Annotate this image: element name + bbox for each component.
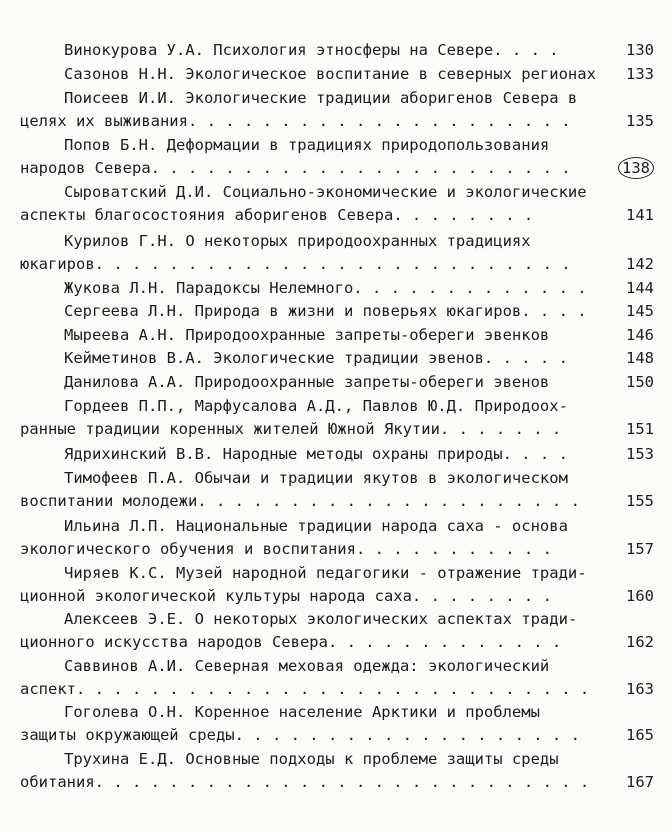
toc-page-number — [598, 346, 654, 370]
toc-entry-line: Тимофеев П.А. Обычаи и традиции якутов в экологическом — [64, 469, 568, 487]
toc-entry-line: Сергеева Л.Н. Природа в жизни и поверьях юкагиров. . . . — [64, 302, 587, 320]
toc-entry-line: Данилова А.А. Природоохранные запреты-обереги эвенов — [64, 373, 550, 391]
toc-entry-line: Сазонов Н.Н. Экологическое воспитание в северных регионах — [64, 65, 596, 83]
toc-entry-continuation: защиты окружающей среды. . . . . . . . . . . . . . . . . . . — [20, 726, 580, 744]
toc-page-number — [598, 489, 654, 513]
page-number-text: 167 — [626, 773, 654, 791]
toc-entry-line: Алексеев Э.Е. О некоторых экологических аспектах тради- — [64, 610, 578, 628]
toc-page-number — [598, 276, 654, 300]
toc-entry-line: Ядрихинский В.В. Народные методы охраны природы. . . . — [64, 445, 568, 463]
page-number-text: 142 — [626, 255, 654, 273]
toc-page-number — [598, 156, 654, 180]
toc-page-number — [598, 770, 654, 794]
toc-entry-line: Гордеев П.П., Марфусалова А.Д., Павлов Ю.Д. Природоох- — [64, 397, 568, 415]
toc-page-number — [598, 38, 654, 62]
toc-entry-continuation: целях их выживания. . . . . . . . . . . . . . . . . . . . . — [20, 112, 571, 130]
page-number-text: 153 — [626, 445, 654, 463]
page-number-text: 141 — [626, 206, 654, 224]
toc-entry-line: Ильина Л.П. Национальные традиции народа саха - основа — [64, 517, 568, 535]
circled-page-number: 138 — [618, 157, 654, 179]
toc-entry-line: Сыроватский Д.И. Социально-экономические и экологические — [64, 183, 587, 201]
toc-entry-line: Попов Б.Н. Деформации в традициях природопользования — [64, 136, 550, 154]
toc-entry-line: Курилов Г.Н. О некоторых природоохранных традициях — [64, 232, 531, 250]
toc-page-number — [598, 203, 654, 227]
toc-entry-continuation: ционного искусства народов Севера. . . . . . . . . . . . . — [20, 633, 562, 651]
toc-entry-line: Винокурова У.А. Психология этносферы на Севере. . . . — [64, 41, 559, 59]
toc-entry-line: Трухина Е.Д. Основные подходы к проблеме защиты среды — [64, 750, 559, 768]
toc-page-number — [598, 62, 654, 86]
page-number-text: 165 — [626, 726, 654, 744]
toc-entry-line: Саввинов А.И. Северная меховая одежда: экологический — [64, 657, 550, 675]
page-number-text: 146 — [626, 326, 654, 344]
toc-entry-continuation: юкагиров. . . . . . . . . . . . . . . . . . . . . . . . . . — [20, 255, 571, 273]
toc-entry-continuation: экологического обучения и воспитания. . . . . . . . . . . — [20, 540, 552, 558]
page-number-text: 135 — [626, 112, 654, 130]
toc-page-number — [598, 442, 654, 466]
toc-page-number — [598, 252, 654, 276]
page-number-text: 148 — [626, 349, 654, 367]
page-number-text: 162 — [626, 633, 654, 651]
toc-entry-line: Чиряев К.С. Музей народной педагогики - отражение тради- — [64, 564, 587, 582]
toc-page-number — [598, 723, 654, 747]
page-number-text: 133 — [626, 65, 654, 83]
page-number-text: 160 — [626, 587, 654, 605]
toc-page-number — [598, 417, 654, 441]
toc-page-number — [598, 109, 654, 133]
toc-page-number — [598, 299, 654, 323]
toc-entry-line: Гоголева О.Н. Коренное население Арктики и проблемы — [64, 703, 540, 721]
toc-page-number — [598, 537, 654, 561]
toc-entry-line: Поисеев И.И. Экологические традиции аборигенов Севера в — [64, 89, 578, 107]
page-number-text: 151 — [626, 420, 654, 438]
page-number-text: 130 — [626, 41, 654, 59]
toc-entry-line: Кейметинов В.А. Экологические традиции эвенов. . . . . — [64, 349, 568, 367]
toc-page-number — [598, 584, 654, 608]
toc-entry-continuation: ционной экологической культуры народа саха. . . . . . . . — [20, 587, 552, 605]
page-number-text: 155 — [626, 492, 654, 510]
page-number-text: 157 — [626, 540, 654, 558]
page-number-text: 144 — [626, 279, 654, 297]
toc-page-number — [598, 630, 654, 654]
page-number-text: 163 — [626, 680, 654, 698]
toc-entry-continuation: аспекты благосостояния аборигенов Севера. . . . . . . . — [20, 206, 534, 224]
toc-page-number — [598, 370, 654, 394]
page-number-text: 150 — [626, 373, 654, 391]
toc-page-number — [598, 677, 654, 701]
toc-entry-continuation: воспитании молодежи. . . . . . . . . . . . . . . . . . . . . — [20, 492, 580, 510]
toc-entry-line: Жукова Л.Н. Парадоксы Нелемного. . . . . . . . . . . . . — [64, 279, 587, 297]
toc-entry-continuation: обитания. . . . . . . . . . . . . . . . . . . . . . . . . . . — [20, 773, 590, 791]
toc-entry-line: Мыреева А.Н. Природоохранные запреты-обереги эвенков — [64, 326, 550, 344]
toc-entry-continuation: ранные традиции коренных жителей Южной Якутии. . . . . . . — [20, 420, 562, 438]
toc-page-number — [598, 323, 654, 347]
page-number-text: 145 — [626, 302, 654, 320]
toc-entry-continuation: народов Севера. . . . . . . . . . . . . . . . . . . . . . . — [20, 159, 571, 177]
toc-entry-continuation: аспект. . . . . . . . . . . . . . . . . . . . . . . . . . . . — [20, 680, 590, 698]
